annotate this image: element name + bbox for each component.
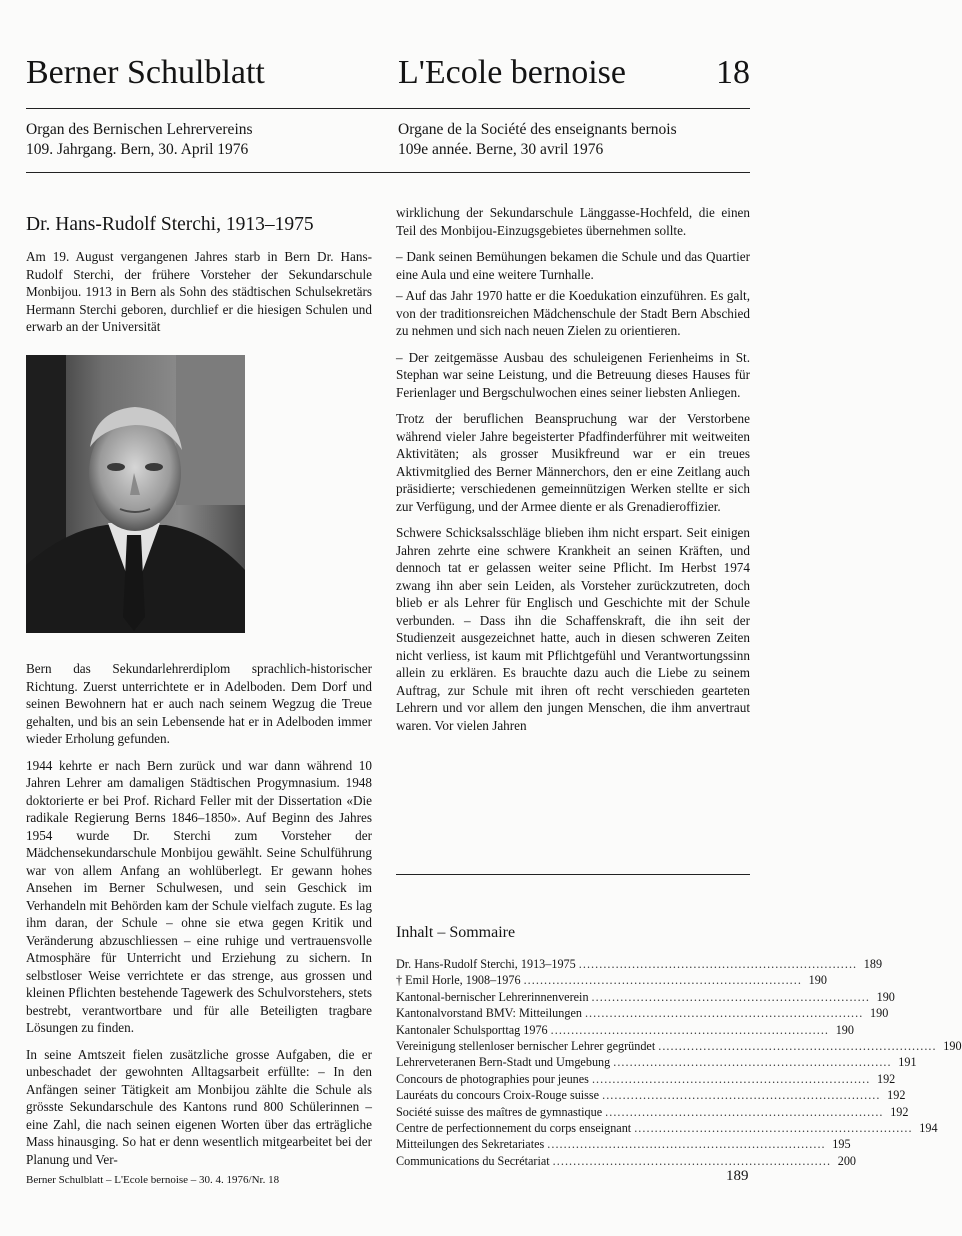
organ-de (26, 120, 253, 160)
masthead-title-de: Berner Schulblatt (26, 54, 265, 91)
toc-entry[interactable] (396, 1153, 856, 1169)
toc-entry[interactable] (396, 1022, 854, 1038)
toc-leader (524, 972, 800, 988)
toc-entry-page: 190 (835, 1022, 854, 1037)
toc-leader (602, 1087, 878, 1103)
toc-leader (634, 1120, 910, 1136)
toc-entry-page: 200 (837, 1153, 856, 1168)
toc-leader (585, 1005, 861, 1021)
toc-entry[interactable] (396, 956, 883, 972)
toc-entry-page: 189 (863, 957, 883, 971)
toc-leader (592, 1071, 868, 1087)
footer-citation: Berner Schulblatt – L'Ecole bernoise – 30. 4. 1976/Nr. 18 (26, 1174, 280, 1186)
toc-entry-title: Communications du Secrétariat (396, 1153, 550, 1168)
toc-leader (551, 1022, 827, 1038)
toc-leader (547, 1136, 823, 1152)
article-paragraph: 1944 kehrte er nach Bern zurück und war dann während 10 Jahren Lehrer am damaligen Städtischen Progymnasium. 1948 doktorierte er bei Prof. Richard Feller mit der Dissertation «Die radikale Regierung Berns 1846–1850». Auf Beginn des Jahres 1954 wurde Dr. Sterchi zum Vorsteher der Mädchensekundarschule Monbijou gewählt. Seine Schulführung war von allem Anfang an wohlüberlegt. Er gewann hohes Ansehen im Berner Schulwesen, und sein Geschick im Verhandeln mit Behörden kam der Schule vielfach zugute. Es lag ihm daran, der Schule – ohne sie etwa gegen Kritik und Veränderung abzuschliessen – eine ruhige und vertrauensvolle Atmosphäre für Unterricht und Erziehung zu sichern. In selbstloser Weise verrichtete er das strenge, aus grossen und kleinen Pflichten bestehende Tagewerk des Schulvorstehers, stets bestrebt, verantwortbare und für alle Beteiligten tragbare Lösungen zu finden. (26, 757, 372, 1035)
article-paragraph: Bern das Sekundarlehrerdiplom sprachlich-historischer Richtung. Zuerst unterrichtete er in Adelboden. Dem Dorf und seinen Bewohnern hat er auch nach seinem Wegzug die Treue gehalten, und bis an sein Lebensende hat er in Adelboden immer wieder Erholung gefunden. (26, 661, 372, 746)
article-paragraph: Trotz der beruflichen Beanspruchung war der Verstorbene während vieler Jahre begeisterter Pfadfinderführer mit weitweiten Aktivitäten; als grosser Musikfreund war er ein treues Aktivmitglied des Berner Männerchors, den er eine Zeitlang auch präsidierte; verschiedenen gemeinnützigen Werken stellte er sich zur Verfügung, und der Armee diente er als Grenadieroffizier. (396, 411, 750, 514)
toc-entry[interactable] (396, 989, 895, 1005)
toc-entry[interactable] (396, 1071, 896, 1087)
toc-leader (553, 1153, 829, 1169)
toc-entry-title: Société suisse des maîtres de gymnastique (396, 1104, 603, 1119)
toc-entry-page: 190 (808, 973, 827, 988)
toc-entry-page: 192 (876, 1071, 896, 1086)
organ-de-line1: Organ des Bernischen Lehrervereins (26, 121, 253, 138)
toc-entry-page: 195 (832, 1137, 851, 1152)
masthead-title-fr: L'Ecole bernoise (398, 54, 626, 91)
masthead-rule-top (26, 108, 750, 109)
masthead-rule-bottom (26, 172, 750, 173)
toc-entry-title: Centre de perfectionnement du corps enseignant (396, 1121, 632, 1136)
toc-leader (605, 1104, 881, 1120)
toc-entry[interactable] (396, 1136, 851, 1152)
toc-entry-title: Concours de photographies pour jeunes (396, 1071, 589, 1086)
toc-entry[interactable] (396, 1005, 889, 1021)
article-paragraph: Schwere Schicksalsschläge blieben ihm nicht erspart. Seit einigen Jahren zehrte eine schwere Krankheit an seinen Kräften, und dennoch tat er gelassen weiter seine Pflicht. Im Herbst 1974 zwang ihn aber sein Leiden, als Vorsteher zurückzutreten, doch blieb er als Lehrer für Englisch und Geschichte mit der Schule verbunden. – Dass ihn die Schaffenskraft, die ihn seit der Studienzeit ausgezeichnet hatte, auch in diesen schweren Zeiten nicht verliess, ist kaum mit Pflichtgefühl und Verantwortungssinn allein zu erklären. Es brauchte dazu auch die Liebe zu seinem Auftrag, zur Schule mit ihren oft recht verschieden gearteten Lehrern und vor allem den jungen Menschen, die ihm anvertraut waren. Vor vielen Jahren (396, 525, 750, 733)
article-paragraph: Am 19. August vergangenen Jahres starb in Bern Dr. Hans-Rudolf Sterchi, der frühere Vorsteher der Sekundarschule Monbijou. 1913 in Bern als Sohn des städtischen Schulsekretärs Hermann Sterchi geboren, durchlief er die hiesigen Schulen und erwarb an der Universität (26, 249, 372, 334)
toc-entry-page: 190 (870, 1006, 889, 1021)
toc-leader (592, 989, 868, 1005)
toc-leader (658, 1038, 934, 1054)
toc-entry[interactable] (396, 1054, 917, 1070)
portrait-illustration (26, 355, 245, 633)
page-number: 189 (726, 1168, 749, 1184)
toc-entry-page: 192 (890, 1104, 909, 1119)
toc-entry-title: Kantonalvorstand BMV: Mitteilungen (396, 1006, 582, 1021)
issue-number: 18 (716, 54, 750, 91)
portrait-photo (26, 355, 245, 633)
toc-entry[interactable] (396, 1038, 962, 1054)
toc-entry-page: 190 (876, 989, 895, 1004)
toc-entry-title: Lauréats du concours Croix-Rouge suisse (396, 1088, 600, 1103)
article-right-column (396, 204, 750, 743)
toc-rule (396, 874, 750, 875)
toc-title: Inhalt – Sommaire (396, 924, 516, 941)
organ-fr-line2: 109e année. Berne, 30 avril 1976 (398, 141, 604, 158)
toc-entry[interactable] (396, 972, 827, 988)
toc-entry[interactable] (396, 1120, 938, 1136)
table-of-contents (396, 956, 962, 1169)
toc-leader (613, 1054, 889, 1070)
masthead (26, 50, 750, 96)
toc-entry[interactable] (396, 1104, 909, 1120)
toc-entry[interactable] (396, 1087, 906, 1103)
article-paragraph: wirklichung der Sekundarschule Länggasse-Hochfeld, die einen Teil des Monbijou-Einzugsgebietes übernehmen sollte. (396, 205, 750, 238)
toc-entry-page: 191 (898, 1055, 917, 1070)
organ-de-line2: 109. Jahrgang. Bern, 30. April 1976 (26, 141, 249, 158)
toc-entry-title: Kantonal-bernischer Lehrerinnenverein (396, 989, 589, 1004)
article-intro (26, 248, 372, 345)
toc-entry-title: Vereinigung stellenloser bernischer Lehrer gegründet (396, 1039, 656, 1054)
toc-entry-page: 190 (943, 1039, 962, 1054)
toc-entry-page: 192 (887, 1088, 906, 1103)
organ-fr-line1: Organe de la Société des enseignants bernois (398, 121, 677, 138)
toc-entry-title: † Emil Horle, 1908–1976 (396, 973, 521, 988)
article-paragraph: – Auf das Jahr 1970 hatte er die Koedukation einzuführen. Es galt, von der traditionsreichen Mädchenschule der Stadt Bern Abschied zu nehmen und sich nach neuen Zielen zu orientieren. (396, 288, 750, 338)
article-paragraph: – Dank seinen Bemühungen bekamen die Schule und das Quartier eine Aula und eine weitere Turnhalle. (396, 249, 750, 282)
article-paragraph: – Der zeitgemässe Ausbau des schuleigenen Ferienheims in St. Stephan war seine Leistung, und die Betreuung dieses Hauses für Ferienlager und Bergschulwochen eines seiner liebsten Anliegen. (396, 349, 750, 400)
toc-leader (579, 956, 855, 972)
toc-entry-title: Dr. Hans-Rudolf Sterchi, 1913–1975 (396, 957, 576, 971)
toc-entry-title: Kantonaler Schulsporttag 1976 (396, 1022, 548, 1037)
toc-entry-title: Lehrerveteranen Bern-Stadt und Umgebung (396, 1055, 611, 1070)
organ-fr (398, 120, 677, 160)
article-title: Dr. Hans-Rudolf Sterchi, 1913–1975 (26, 214, 314, 235)
article-paragraph: In seine Amtszeit fielen zusätzliche grosse Aufgaben, die er unbeschadet der gewohnten Alltagsarbeit erfüllte: – In den Anfängen seiner Tätigkeit am Monbijou zählte die Schule als grösste Sekundarschule des Kantons rund 800 Schülerinnen – eine Zahl, die nach seinen eigenen Worten über das erträgliche Mass hinausging. So hat er denn wesentlich mitgearbeitet bei der Planung und Ver- (26, 1046, 372, 1167)
toc-entry-title: Mitteilungen des Sekretariates (396, 1137, 545, 1152)
toc-entry-page: 194 (919, 1121, 938, 1136)
article-left-column (26, 660, 372, 1177)
